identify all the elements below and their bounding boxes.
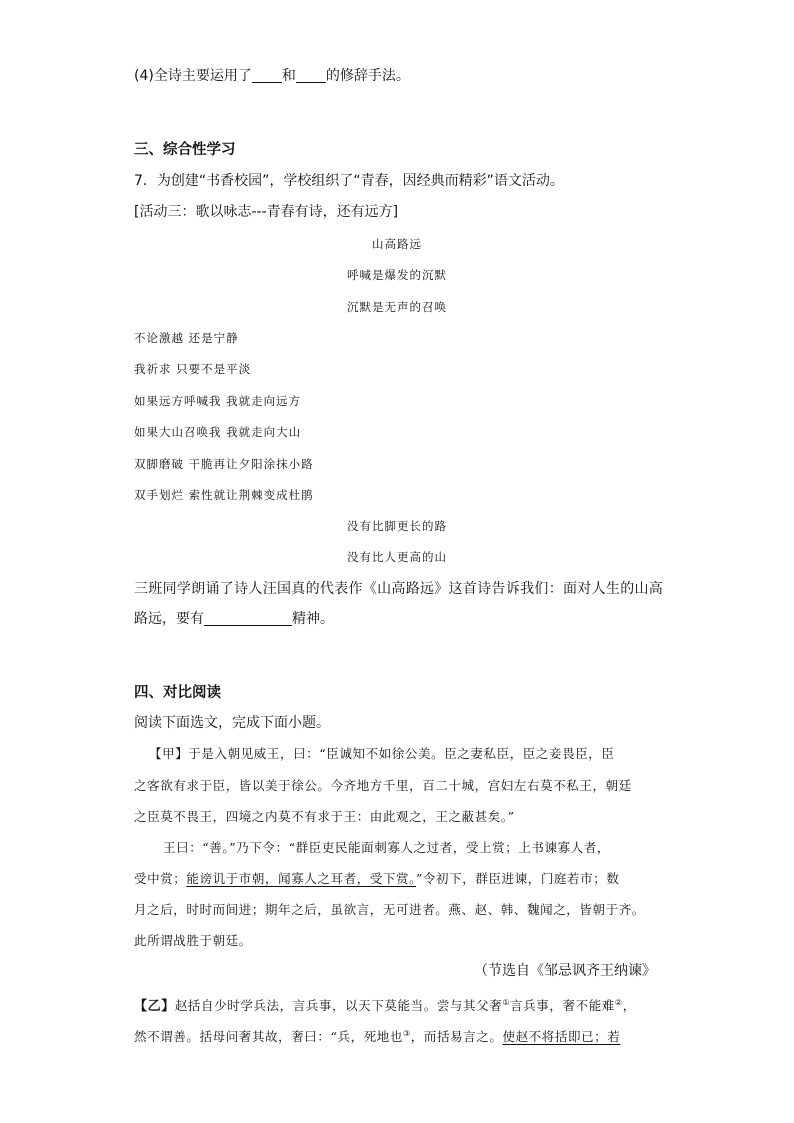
question-line-1: 三班同学朗诵了诗人汪国真的代表作《山高路远》这首诗告诉我们：面对人生的山高 [134,581,664,597]
footnote-marker: ③ [403,1029,411,1038]
question-line-2-pre: 路远，要有 [134,611,204,627]
yi-line [134,994,636,1016]
poem-title: 山高路远 [372,237,422,251]
yi-text: 言兵事，奢不能难 [510,998,615,1014]
jia-line: 之客欲有求于臣，皆以美于徐公。今齐地方千里，百二十城，宫妇左右莫不私王，朝廷 [134,778,632,793]
jia-text: 受中赏； [134,871,187,886]
jia-line: 此所谓战胜于朝廷。 [134,933,252,948]
yi-text: ，而括易言之。 [410,1029,503,1045]
q4-line [134,67,410,85]
question-line-2 [134,610,334,628]
answer-blank-1[interactable] [252,68,282,83]
source-note: （节选自《邹忌讽齐王纳谏》 [474,963,656,979]
jia-line: 王曰：“善。”乃下令：“群臣吏民能面刺寡人之过者，受上赏；上书谏寡人者， [163,840,611,855]
q4-post: 的修辞手法。 [325,68,410,84]
question-line-2-post: 精神。 [292,611,334,627]
poem-line: 如果远方呼喊我 我就走向远方 [134,394,302,408]
yi-text: ， [622,998,636,1014]
poem-line: 没有比脚更长的路 [347,519,447,533]
answer-blank-2[interactable] [296,68,326,83]
yi-line [134,1025,620,1046]
poem-line: 呼喊是爆发的沉默 [347,268,447,282]
poem-line: 如果大山召唤我 我就走向大山 [134,425,302,439]
yi-text: 然不谓善。括母问奢其故，奢曰：“兵，死地也 [134,1029,403,1045]
poem-line: 没有比人更高的山 [347,550,447,564]
footnote-marker: ② [614,998,623,1007]
jia-line: 之臣莫不畏王，四境之内莫不有求于王：由此观之，王之蔽甚矣。” [134,809,515,824]
poem-line: 双脚磨破 干脆再让夕阳涂抹小路 [134,457,314,471]
jia-line: 月之后，时时而间进；期年之后，虽欲言，无可进者。燕、赵、韩、魏闻之，皆朝于齐。 [134,902,645,917]
q4-mid: 和 [281,68,296,84]
jia-line [134,870,619,888]
yi-tag: 【乙】 [134,999,175,1015]
answer-blank-3[interactable] [204,611,292,626]
q4-pre: (4)全诗主要运用了 [134,68,252,84]
jia-line: 【甲】于是入朝见威王，曰：“臣诚知不如徐公美。臣之妻私臣，臣之妾畏臣，臣 [149,746,615,761]
reading-instruction: 阅读下面选文，完成下面小题。 [134,715,330,731]
underlined-sentence: 使赵不将括即已；若 [502,1029,621,1045]
poem-line: 沉默是无声的召唤 [347,300,447,314]
underlined-sentence: 能谤讥于市朝，闻寡人之耳者，受下赏。 [186,871,416,886]
section4-title: 四、对比阅读 [134,685,221,701]
poem-line: 不论激越 还是宁静 [134,331,239,345]
q7-prompt: 7．为创建“书香校园”，学校组织了“青春，因经典而精彩”语文活动。 [134,173,564,189]
section3-title: 三、综合性学习 [134,142,236,158]
poem-line: 双手划烂 索性就让荆棘变成杜鹃 [134,488,314,502]
footnote-marker: ① [502,998,511,1007]
yi-text: 赵括自少时学兵法，言兵事，以天下莫能当。尝与其父奢 [174,998,503,1014]
poem-line: 我祈求 只要不是平淡 [134,362,252,376]
activity-heading: [活动三：歌以咏志---青春有诗，还有远方] [134,204,399,220]
jia-text: ”令初下，群臣进谏，门庭若市；数 [415,871,620,886]
